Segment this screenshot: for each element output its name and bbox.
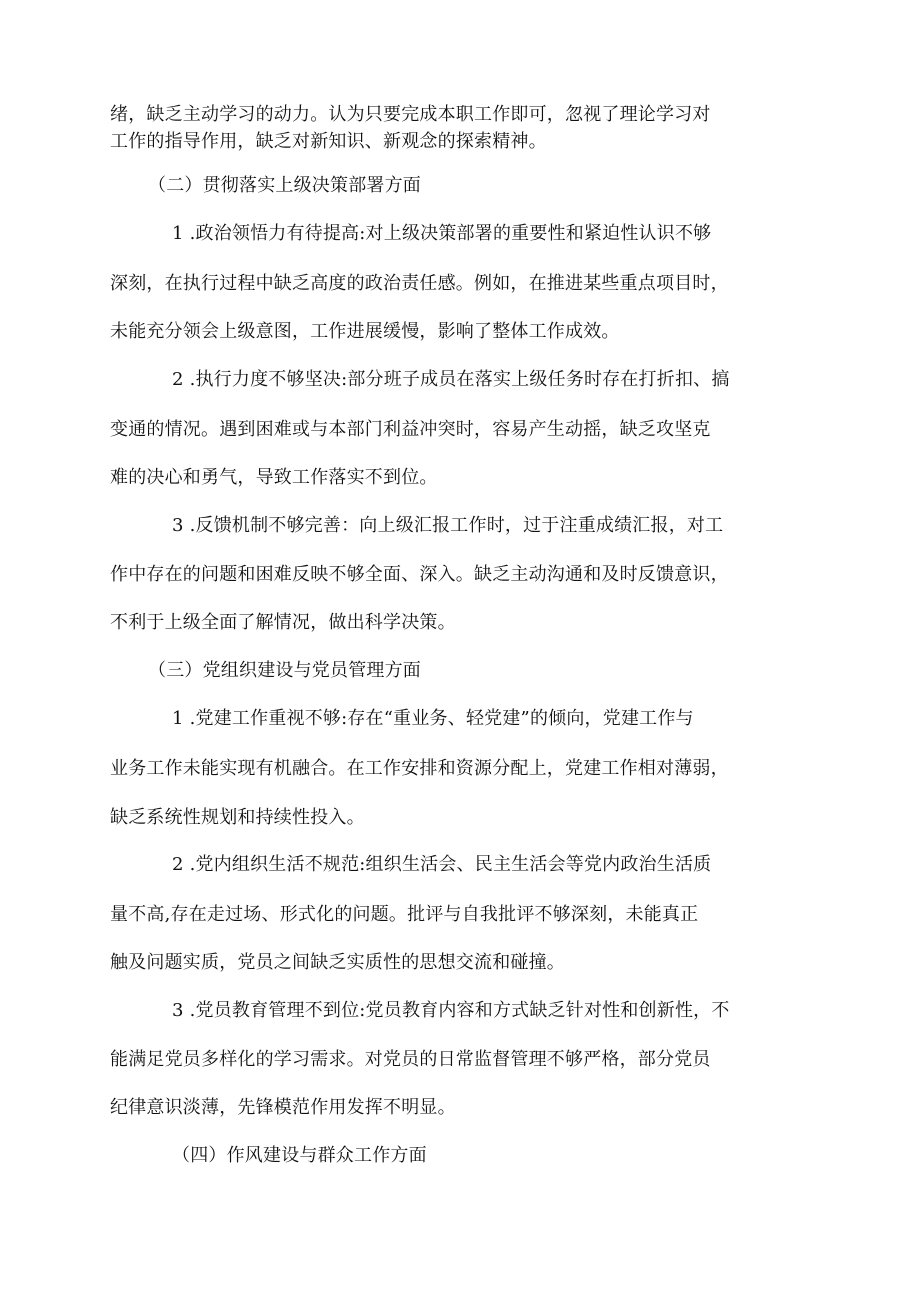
text-line: 未能充分领会上级意图，工作进展缓慢，影响了整体工作成效。 [110,321,620,342]
text-line: 能满足党员多样化的学习需求。对党员的日常监督管理不够严格，部分党员 [110,1049,711,1070]
text-line: 不利于上级全面了解情况，做出科学决策。 [110,612,456,633]
text-line: 量不高,存在走过场、形式化的问题。批评与自我批评不够深刻，未能真正 [110,904,699,925]
text-line: 作中存在的问题和困难反映不够全面、深入。缺乏主动沟通和及时反馈意识， [110,564,729,585]
text-line: 1 .党建工作重视不够:存在“重业务、轻党建”的倾向，党建工作与 [172,708,694,729]
text-line: 1 .政治领悟力有待提高:对上级决策部署的重要性和紧迫性认识不够 [172,223,712,244]
text-line: 触及问题实质，党员之间缺乏实质性的思想交流和碰撞。 [110,952,565,973]
text-line: 难的决心和勇气，导致工作落实不到位。 [110,467,438,488]
text-line: 3 .党员教育管理不到位:党员教育内容和方式缺乏针对性和创新性，不 [172,1000,730,1021]
section-heading: （四）作风建设与群众工作方面 [172,1145,427,1166]
text-line: 2 .党内组织生活不规范:组织生活会、民主生活会等党内政治生活质 [172,854,712,875]
section-heading: （二）贯彻落实上级决策部署方面 [148,175,421,196]
text-line: 3 .反馈机制不够完善：向上级汇报工作时，过于注重成绩汇报，对工 [172,515,724,536]
text-line: 工作的指导作用，缺乏对新知识、新观念的探索精神。 [110,131,547,152]
text-line: 缺乏系统性规划和持续性投入。 [110,807,365,828]
text-line: 变通的情况。遇到困难或与本部门利益冲突时，容易产生动摇，缺乏攻坚克 [110,419,711,440]
text-line: 绪，缺乏主动学习的动力。认为只要完成本职工作即可，忽视了理论学习对 [110,104,711,125]
text-line: 2 .执行力度不够坚决:部分班子成员在落实上级任务时存在打折扣、搞 [172,369,730,390]
text-line: 深刻，在执行过程中缺乏高度的政治责任感。例如，在推进某些重点项目时， [110,273,729,294]
text-line: 业务工作未能实现有机融合。在工作安排和资源分配上，党建工作相对薄弱， [110,758,729,779]
text-line: 纪律意识淡薄，先锋模范作用发挥不明显。 [110,1097,456,1118]
section-heading: （三）党组织建设与党员管理方面 [148,660,421,681]
